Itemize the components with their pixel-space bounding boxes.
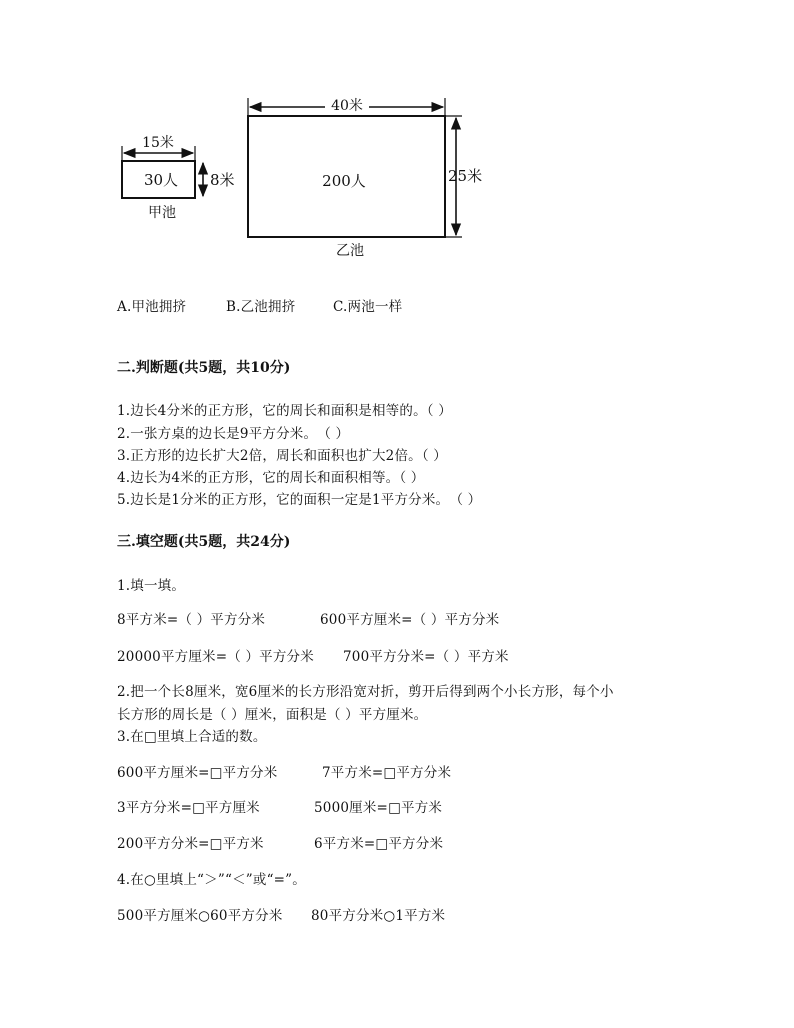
- fill-q1-r1-b: 600平方厘米=（ ）平方分米: [320, 612, 500, 628]
- pool-a-name: 甲池: [148, 205, 176, 221]
- judge-item-2: 2.一张方桌的边长是9平方分米。 （ ）: [117, 426, 350, 442]
- fill-q4-a: 500平方厘米○60平方分米: [117, 908, 283, 924]
- fill-q1-r1-a: 8平方米=（ ）平方分米: [117, 612, 266, 628]
- pools-figure: [0, 0, 794, 270]
- fill-q3-r2-b: 5000厘米=□平方米: [314, 800, 443, 816]
- fill-q1-title: 1.填一填。: [117, 578, 186, 594]
- judge-item-1: 1.边长4分米的正方形，它的周长和面积是相等的。（ ）: [117, 403, 452, 419]
- section2-heading: 二.判断题(共5题，共10分): [117, 360, 291, 376]
- judge-item-5: 5.边长是1分米的正方形，它的面积一定是1平方分米。 （ ）: [117, 492, 482, 508]
- pool-b-width-label: 40米: [331, 98, 363, 114]
- fill-q2-line1: 2.把一个长8厘米，宽6厘米的长方形沿宽对折，剪开后得到两个小长方形，每个小: [117, 684, 614, 700]
- judge-item-4: 4.边长为4米的正方形，它的周长和面积相等。（ ）: [117, 470, 425, 486]
- fill-q1-r2-b: 700平方分米=（ ）平方米: [343, 649, 509, 665]
- fill-q3-r1-a: 600平方厘米=□平方分米: [117, 765, 278, 781]
- option-b: B.乙池拥挤: [226, 299, 296, 315]
- pool-b-height-label: 25米: [448, 167, 483, 185]
- option-c: C.两池一样: [333, 299, 403, 315]
- fill-q1-r2-a: 20000平方厘米=（ ）平方分米: [117, 649, 314, 665]
- fill-q4-title: 4.在○里填上“＞”“＜”或“=”。: [117, 872, 306, 888]
- pool-a-people: 30人: [143, 171, 179, 189]
- fill-q4-b: 80平方分米○1平方米: [311, 908, 446, 924]
- pool-b-people: 200人: [322, 172, 366, 190]
- fill-q3-r3-b: 6平方米=□平方分米: [314, 836, 444, 852]
- judge-item-3: 3.正方形的边长扩大2倍，周长和面积也扩大2倍。（ ）: [117, 448, 447, 464]
- fill-q2-line2: 长方形的周长是（ ）厘米，面积是（ ）平方厘米。: [117, 707, 428, 723]
- pool-a-width-label: 15米: [142, 135, 174, 151]
- pool-b-name: 乙池: [336, 243, 364, 259]
- section3-heading: 三.填空题(共5题，共24分): [117, 534, 291, 550]
- option-a: A.甲池拥挤: [117, 299, 187, 315]
- fill-q3-title: 3.在□里填上合适的数。: [117, 729, 267, 745]
- fill-q3-r3-a: 200平方分米=□平方米: [117, 836, 264, 852]
- fill-q3-r2-a: 3平方分米=□平方厘米: [117, 800, 260, 816]
- fill-q3-r1-b: 7平方米=□平方分米: [322, 765, 452, 781]
- pool-a-height-label: 8米: [210, 171, 235, 189]
